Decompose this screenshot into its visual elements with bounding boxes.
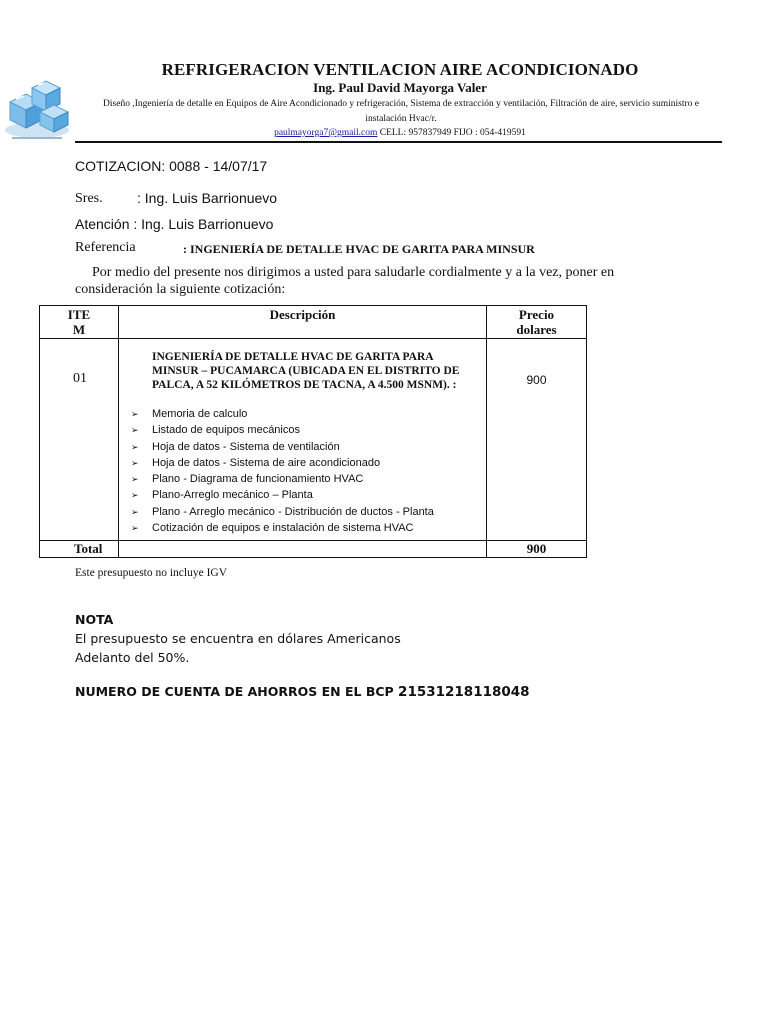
list-item: ➢ Memoria de calculo xyxy=(131,406,486,422)
contact-line xyxy=(150,128,650,138)
header-item: ITE M xyxy=(40,306,119,339)
total-label: Total xyxy=(40,541,119,558)
item-number: 01 xyxy=(40,339,119,541)
atencion-line: Atención : Ing. Luis Barrionuevo xyxy=(75,216,274,232)
sres-value: : Ing. Luis Barrionuevo xyxy=(137,190,278,206)
account-label: NUMERO DE CUENTA DE AHORROS EN EL BCP xyxy=(75,684,399,699)
list-item: ➢ Hoja de datos - Sistema de aire acondicionado xyxy=(131,455,486,471)
quote-number-date: COTIZACION: 0088 - 14/07/17 xyxy=(75,158,268,174)
total-value: 900 xyxy=(487,541,587,558)
advance-note: Adelanto del 50%. xyxy=(75,650,190,665)
header-divider xyxy=(75,141,722,143)
deliverables-list xyxy=(119,406,486,536)
item-title: INGENIERÍA DE DETALLE HVAC DE GARITA PARA MINSUR – PUCAMARCA (UBICADA EN EL DISTRITO DE PALCA, A 52 KILÓMETROS DE TACNA, A 4.500 MSNM). : xyxy=(152,351,460,391)
ice-cubes-logo xyxy=(2,72,72,142)
total-spacer xyxy=(119,541,487,558)
arrow-bullet-icon: ➢ xyxy=(131,409,139,419)
table-header-row xyxy=(40,306,587,339)
arrow-bullet-icon: ➢ xyxy=(131,523,139,534)
list-item: ➢ Plano-Arreglo mecánico – Planta xyxy=(131,487,486,503)
table-row xyxy=(40,339,587,541)
account-number: 21531218118048 xyxy=(398,684,530,700)
currency-note: El presupuesto se encuentra en dólares Americanos xyxy=(75,631,401,646)
header-price: Precio dolares xyxy=(487,306,587,339)
email-link[interactable]: paulmayorga7@gmail.com xyxy=(274,128,378,138)
header-description: Descripción xyxy=(119,306,487,339)
company-title: REFRIGERACION VENTILACION AIRE ACONDICIONADO xyxy=(161,60,639,79)
list-item: ➢ Listado de equipos mecánicos xyxy=(131,422,486,438)
arrow-bullet-icon: ➢ xyxy=(131,425,139,436)
bank-account xyxy=(75,684,530,700)
services-description: Diseño ,Ingeniería de detalle en Equipos de Aire Acondicionado y refrigeración, Sistema de extracción y ventilación, Filtración de aire, servicio suministro e instalación Hvac/r. xyxy=(103,99,699,124)
list-item: ➢ Cotización de equipos e instalación de sistema HVAC xyxy=(131,520,486,536)
sres-label: Sres. xyxy=(75,191,103,206)
arrow-bullet-icon: ➢ xyxy=(131,441,139,452)
list-item: ➢ Plano - Arreglo mecánico - Distribución de ductos - Planta xyxy=(131,504,486,520)
item-description-cell xyxy=(119,339,487,541)
arrow-bullet-icon: ➢ xyxy=(131,506,139,517)
referencia-value: : INGENIERÍA DE DETALLE HVAC DE GARITA PARA MINSUR xyxy=(183,242,535,256)
arrow-bullet-icon: ➢ xyxy=(131,457,139,468)
list-item: ➢ Plano - Diagrama de funcionamiento HVAC xyxy=(131,471,486,487)
list-item: ➢ Hoja de datos - Sistema de ventilación xyxy=(131,439,486,455)
arrow-bullet-icon: ➢ xyxy=(131,490,139,501)
quote-table xyxy=(39,305,587,558)
intro-paragraph: Por medio del presente nos dirigimos a usted para saludarle cordialmente y a la vez, poner en consideración la siguiente cotización: xyxy=(75,265,615,297)
item-price: 900 xyxy=(487,339,587,541)
arrow-bullet-icon: ➢ xyxy=(131,474,139,485)
phone-numbers: CELL: 957837949 FIJO : 054-419591 xyxy=(377,128,526,138)
engineer-name: Ing. Paul David Mayorga Valer xyxy=(313,80,487,95)
nota-heading: NOTA xyxy=(75,612,114,627)
referencia-label: Referencia xyxy=(75,240,136,255)
total-row xyxy=(40,541,587,558)
igv-note: Este presupuesto no incluye IGV xyxy=(75,567,228,579)
